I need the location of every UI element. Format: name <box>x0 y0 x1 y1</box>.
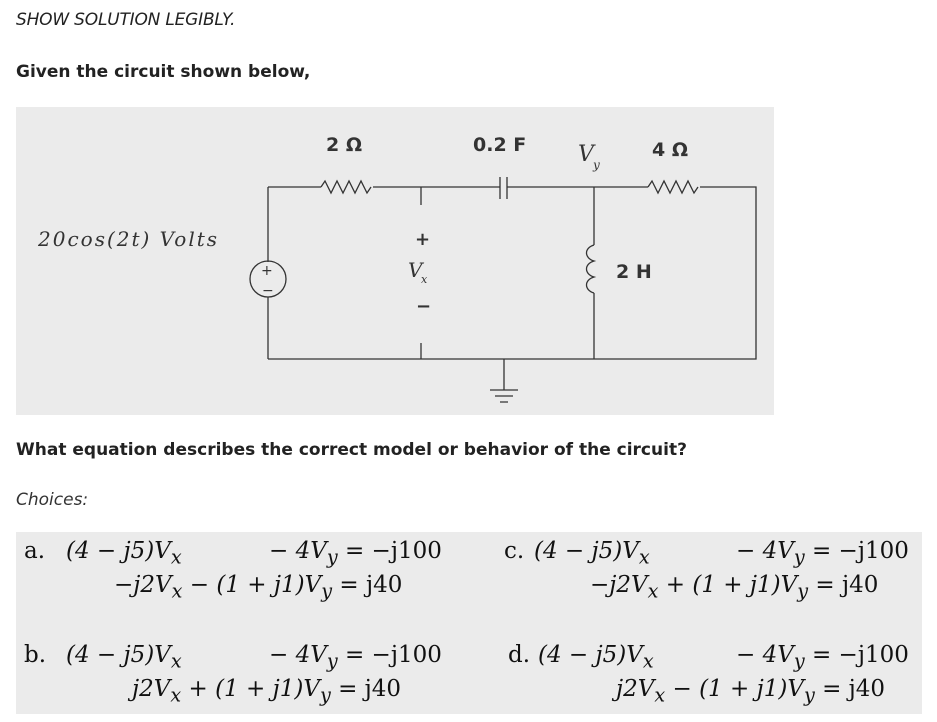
vy-label: V <box>578 142 594 167</box>
vx-label: V <box>408 258 423 282</box>
resistor-2ohm <box>321 181 371 193</box>
prompt-text: Given the circuit shown below, <box>16 62 311 82</box>
eq-subscript: x <box>170 683 182 707</box>
source-label: 20cos(2t) Volts <box>38 227 220 251</box>
instruction-text: SHOW SOLUTION LEGIBLY. <box>16 10 236 30</box>
circuit-diagram <box>16 107 774 415</box>
inductor-coil <box>587 245 595 293</box>
choice-a[interactable] <box>24 538 464 618</box>
eq-term: j2V <box>132 676 171 702</box>
eq-term: + (1 + j1)V <box>658 572 798 598</box>
eq-term: (4 − j5)V <box>66 538 171 564</box>
eq-rhs: = −j100 <box>337 538 442 564</box>
eq-subscript: x <box>654 683 666 707</box>
eq-term: j2V <box>616 676 655 702</box>
eq-term: −j2V <box>590 572 648 598</box>
source-plus: + <box>261 263 273 279</box>
vx-plus: + <box>415 229 431 250</box>
question-text: What equation describes the correct model or behavior of the circuit? <box>16 440 687 460</box>
eq-subscript: y <box>797 579 809 603</box>
eq-term: (4 − j5)V <box>538 642 643 668</box>
choice-letter: c. <box>504 538 525 564</box>
choice-c[interactable] <box>504 538 922 618</box>
eq-subscript: x <box>642 649 654 673</box>
eq-term: − 4V <box>736 642 794 668</box>
vx-subscript: x <box>421 273 428 286</box>
eq-subscript: x <box>170 649 182 673</box>
choice-b[interactable] <box>24 642 464 712</box>
eq-term: − 4V <box>736 538 794 564</box>
eq-term: − 4V <box>269 642 327 668</box>
eq-subscript: y <box>326 545 338 569</box>
eq-rhs: = j40 <box>814 676 886 702</box>
r1-label: 2 Ω <box>326 134 362 156</box>
eq-subscript: y <box>793 649 805 673</box>
eq-term: −j2V <box>114 572 172 598</box>
wire-right-bottom <box>268 187 756 359</box>
eq-subscript: y <box>793 545 805 569</box>
eq-subscript: x <box>647 579 659 603</box>
eq-term: − 4V <box>269 538 327 564</box>
eq-rhs: = j40 <box>808 572 879 598</box>
eq-rhs: = −j100 <box>804 642 909 668</box>
vy-subscript: y <box>593 158 600 172</box>
ground-symbol <box>490 359 518 402</box>
capacitor-plates <box>500 177 507 199</box>
r2-label: 4 Ω <box>652 139 688 161</box>
eq-subscript: x <box>170 545 182 569</box>
eq-term: (4 − j5)V <box>534 538 639 564</box>
eq-term: − (1 + j1)V <box>665 676 804 702</box>
eq-term: (4 − j5)V <box>66 642 171 668</box>
circuit-figure <box>16 107 774 415</box>
choices-panel <box>16 532 922 714</box>
vx-minus: − <box>416 296 432 317</box>
capacitor-label: 0.2 F <box>473 134 527 156</box>
eq-subscript: y <box>326 649 338 673</box>
choice-letter: b. <box>24 642 47 668</box>
resistor-4ohm <box>648 181 698 193</box>
eq-subscript: x <box>638 545 650 569</box>
eq-rhs: = j40 <box>330 676 402 702</box>
eq-subscript: y <box>319 683 331 707</box>
choice-letter: a. <box>24 538 46 564</box>
choices-label: Choices: <box>16 490 89 510</box>
eq-term: + (1 + j1)V <box>181 676 320 702</box>
eq-term: − (1 + j1)V <box>182 572 322 598</box>
source-minus: − <box>262 283 274 299</box>
eq-rhs: = −j100 <box>804 538 909 564</box>
eq-subscript: x <box>171 579 183 603</box>
eq-rhs: = −j100 <box>337 642 442 668</box>
eq-subscript: y <box>803 683 815 707</box>
eq-rhs: = j40 <box>332 572 403 598</box>
eq-subscript: y <box>321 579 333 603</box>
inductor-label: 2 H <box>616 261 652 283</box>
choice-d[interactable] <box>508 642 922 712</box>
choice-letter: d. <box>508 642 531 668</box>
